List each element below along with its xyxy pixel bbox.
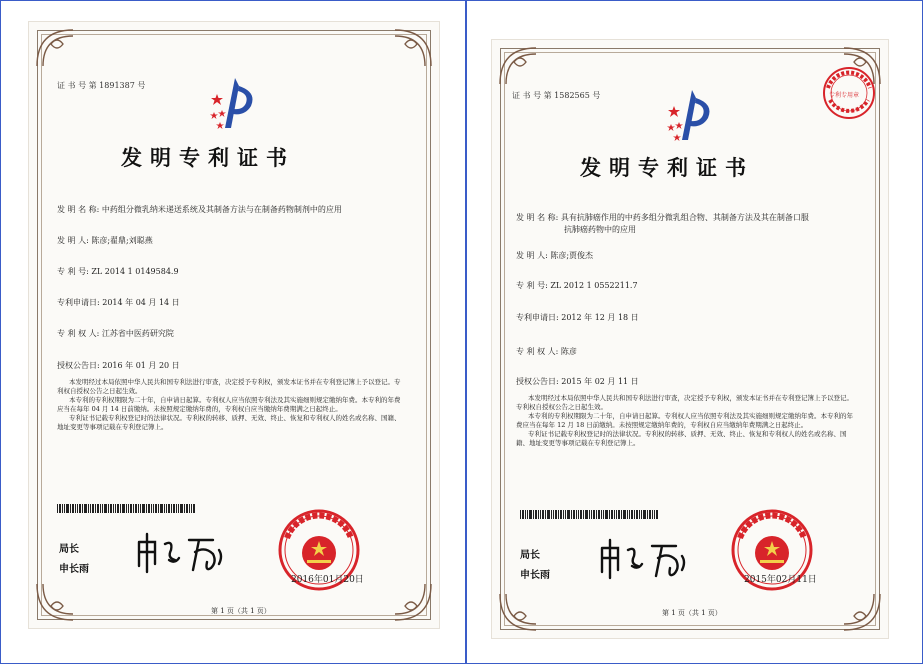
page-number: 第 1 页（共 1 页） xyxy=(662,609,722,617)
filing-date-field xyxy=(516,312,639,323)
patentee-value: 江苏省中医药研究院 xyxy=(101,329,174,338)
grant-date-label: 授权公告日: xyxy=(57,361,100,370)
barcode-icon xyxy=(520,510,658,519)
grant-date-label: 授权公告日: xyxy=(516,377,559,386)
patentee-label: 专 利 权 人: xyxy=(57,329,100,338)
right-panel xyxy=(467,0,922,664)
director-signature xyxy=(596,536,696,580)
patent-number-label: 专 利 号: xyxy=(57,267,89,276)
director-title: 局长 xyxy=(520,550,540,561)
stamp-text: 专利专用章 xyxy=(829,92,860,99)
corner-ornament-icon xyxy=(496,44,542,90)
inventor-value: 陈彦;翟鼎;刘聪燕 xyxy=(91,236,153,245)
invention-name-label: 发 明 名 称: xyxy=(57,205,100,214)
patent-number-field xyxy=(57,266,179,277)
grant-date-value: 2015 年 02 月 11 日 xyxy=(561,377,639,386)
invention-name-field xyxy=(516,212,809,223)
invention-name-value: 中药组分微乳纳米递送系统及其制备方法与在制备药物制剂中的应用 xyxy=(101,205,342,214)
body-paragraph: 本专利的专利权期限为二十年，自申请日起算。专利权人应当依照专利法及其实施细则规定缴纳年费。本专利的年费应当在每年 04 月 14 日前缴纳。未按照规定缴纳年费的，专利权自应当缴纳年费期满之日起终止。 xyxy=(57,396,401,413)
barcode-icon xyxy=(57,504,195,513)
filing-date-value: 2014 年 04 月 14 日 xyxy=(102,298,180,307)
certificate-title: 发明专利证书 xyxy=(121,145,295,170)
director-name: 申长雨 xyxy=(520,570,550,581)
inventor-label: 发 明 人: xyxy=(57,236,89,245)
filing-date-field xyxy=(57,297,180,308)
certificate-number: 证 书 号 第 1891387 号 xyxy=(57,81,146,90)
body-paragraph: 专利证书记载专利权登记时的法律状况。专利权的转移、质押、无效、终止、恢复和专利权人的姓名或名称、国籍、地址变更等事项记载在专利登记簿上。 xyxy=(57,414,401,431)
grant-date-field xyxy=(57,360,180,371)
patent-number-label: 专 利 号: xyxy=(516,281,548,290)
left-panel xyxy=(1,0,465,664)
patentee-value: 陈彦 xyxy=(560,347,577,356)
invention-name-field xyxy=(57,204,342,215)
corner-ornament-icon xyxy=(389,26,435,72)
patentee-field xyxy=(57,328,174,339)
patent-number-value: ZL 2012 1 0552211.7 xyxy=(550,281,638,290)
patent-number-field xyxy=(516,280,638,291)
inventor-value: 陈彦;贾俊杰 xyxy=(550,251,594,260)
patent-office-logo-icon xyxy=(664,86,716,144)
filing-date-value: 2012 年 12 月 18 日 xyxy=(561,313,639,322)
right-certificate xyxy=(492,40,888,638)
director-signature xyxy=(133,530,233,574)
grant-date-value: 2016 年 01 月 20 日 xyxy=(102,361,180,370)
patent-number-value: ZL 2014 1 0149584.9 xyxy=(91,267,179,276)
seal-date: 2016年01月20日 xyxy=(291,575,364,585)
certificate-body-text xyxy=(516,394,858,448)
body-paragraph: 专利证书记载专利权登记时的法律状况。专利权的转移、质押、无效、终止、恢复和专利权人的姓名或名称、国籍、地址变更等事项记载在专利登记簿上。 xyxy=(516,430,847,447)
grant-date-field xyxy=(516,376,639,387)
certificate-title: 发明专利证书 xyxy=(580,155,754,180)
corner-ornament-icon xyxy=(33,26,79,72)
left-certificate xyxy=(29,22,439,628)
inventor-field xyxy=(57,235,153,246)
patentee-label: 专 利 权 人: xyxy=(516,347,559,356)
page-number: 第 1 页（共 1 页） xyxy=(211,607,271,615)
body-paragraph: 本发明经过本局依照中华人民共和国专利法进行审查，决定授予专利权，颁发本证书并在专利登记簿上予以登记。专利权自授权公告之日起生效。 xyxy=(57,378,401,395)
patent-office-logo-icon xyxy=(207,74,259,132)
corner-ornament-icon xyxy=(496,588,542,634)
body-paragraph: 本发明经过本局依照中华人民共和国专利法进行审查，决定授予专利权，颁发本证书并在专利登记簿上予以登记。专利权自授权公告之日起生效。 xyxy=(516,394,853,411)
corner-ornament-icon xyxy=(838,588,884,634)
invention-name-value: 具有抗肺癌作用的中药多组分微乳组合物、其制备方法及其在制备口服 xyxy=(560,213,809,222)
invention-name-label: 发 明 名 称: xyxy=(516,213,559,222)
invention-name-continued: 抗肺癌药物中的应用 xyxy=(564,225,636,234)
inventor-field xyxy=(516,250,593,261)
corner-ornament-icon xyxy=(33,578,79,624)
certificate-body-text xyxy=(57,378,405,432)
body-paragraph: 本专利的专利权期限为二十年，自申请日起算。专利权人应当依照专利法及其实施细则规定缴纳年费。本专利的年费应当在每年 12 月 18 日前缴纳。未按照规定缴纳年费的，专利权自应当缴纳年费期满之日起终止。 xyxy=(516,412,853,429)
certificate-number: 证 书 号 第 1582565 号 xyxy=(512,91,601,100)
director-title: 局长 xyxy=(59,544,79,555)
inventor-label: 发 明 人: xyxy=(516,251,548,260)
seal-date: 2015年02月11日 xyxy=(744,575,817,585)
patentee-field xyxy=(516,346,577,357)
filing-date-label: 专利申请日: xyxy=(57,298,100,307)
director-name: 申长雨 xyxy=(59,564,89,575)
filing-date-label: 专利申请日: xyxy=(516,313,559,322)
corner-ornament-icon xyxy=(389,578,435,624)
